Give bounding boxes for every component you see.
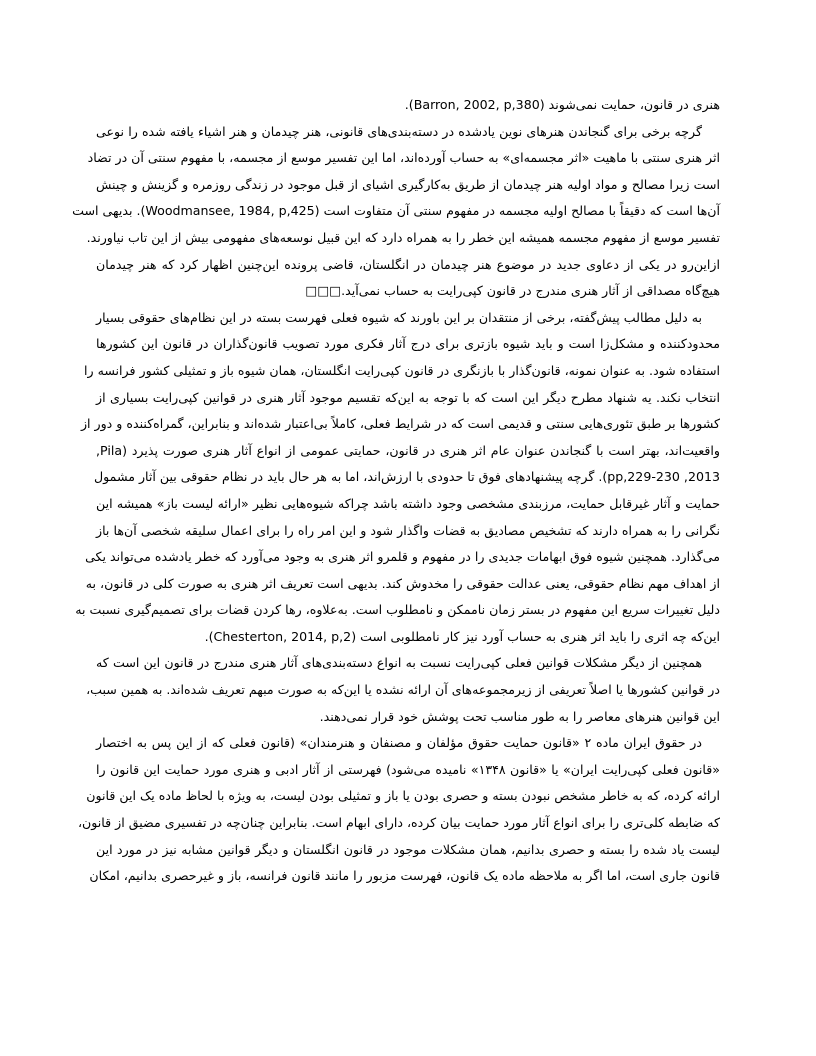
text-line: این‌که چه اثری را باید اثر هنری به حساب آورد نیز کار نامطلوبی است (Chesterton, 2014, p,2). — [204, 628, 720, 644]
text-line: محدودکننده و مشکل‌زا است و باید شیوه بازتری برای درج آثار فکری مورد تصویب قانون‌گذاران در قانون این کشورها — [96, 336, 720, 352]
text-line: کشورها بر طبق تئوری‌هایی سنتی و قدیمی است که در شرایط فعلی، کاملاً بی‌اعتبار شده‌اند و بنابراین، گمراه‌کننده و دور از — [80, 416, 720, 432]
text-line: می‌گذارد. همچنین شیوه فوق ابهامات جدیدی را در مفهوم و قلمرو اثر هنری به وجود می‌آورد که خطر یادشده می‌تواند یکی — [85, 549, 720, 565]
text-line: آن‌ها است که دقیقاً با مصالح اولیه مجسمه در مفهوم سنتی آن متفاوت است (Woodmansee, 1984, p,425). بدیهی است — [72, 203, 720, 219]
text-line: در قوانین کشورها یا اصلاً تعریفی از زیرمجموعه‌های آن ارائه نشده یا این‌که به صورت مبهم تعریف شده‌اند. به همین سبب، — [86, 682, 720, 698]
text-line: این قوانین هنرهای معاصر را به طور مناسب تحت پوشش خود قرار نمی‌دهند. — [319, 708, 720, 724]
text-line: «قانون فعلی کپی‌رایت ایران» یا «قانون ۱۳۴۸» نامیده می‌شود) فهرستی از آثار ادبی و هنری مورد حمایت این قانون را — [96, 761, 720, 777]
text-line: استفاده شود. به عنوان نمونه، قانون‌گذار با بازنگری در قانون کپی‌رایت انگلستان، همان شیوه باز و تمثیلی کشور فرانسه را — [83, 362, 720, 378]
text-line: ازاین‌رو در یکی از دعاوی جدید در موضوع هنر چیدمان در انگلستان، قاضی پرونده این‌چنین اظهار کرد که هنر چیدمان — [96, 256, 720, 272]
text-line: هنری در قانون، حمایت نمی‌شوند (Barron, 2002, p,380). — [404, 97, 720, 112]
text-line: گرچه برخی برای گنجاندن هنرهای نوین یادشده در دسته‌بندی‌های قانونی، هنر چیدمان و هنر اشیاء یافته شده را نوعی — [96, 123, 702, 139]
text-line: هیچ‌گاه مصداقی از آثار هنری مندرج در قانون کپی‌رایت به حساب نمی‌آید.□□□ — [305, 283, 720, 299]
text-line: است زیرا مصالح و مواد اولیه هنر چیدمان از طریق به‌کارگیری اشیای از قبل موجود در زندگی روزمره و گزینش و چینش — [96, 176, 720, 192]
text-line: حمایت و آثار غیرقابل حمایت، مرزبندی مشخصی وجود داشته باشد چراکه شیوه‌هایی نظیر «ارائه لیست باز» همیشه این — [96, 495, 720, 511]
text-line: به دلیل مطالب پیش‌گفته، برخی از منتقدان بر این باورند که شیوه فعلی فهرست بسته در این نظام‌های حقوقی بسیار — [96, 309, 702, 325]
text-line: از اهداف مهم نظام حقوقی، یعنی عدالت حقوقی را مخدوش کند. بدیهی است تعریف اثر هنری به صورت کلی در قانون، به — [85, 575, 720, 591]
text-line: تفسیر موسع از مفهوم مجسمه همیشه این خطر را به همراه دارد که این قبیل نوسعه‌های مفهومی بیش از این تاب نیاورند. — [86, 229, 720, 245]
text-line: اثر هنری سنتی با ماهیت «اثر مجسمه‌ای» به حساب آورده‌اند، اما این تفسیر موسع از مجسمه، با مفهوم سنتی آن در تضاد — [87, 150, 720, 166]
text-line: نگرانی را به همراه دارند که تشخیص مصادیق به قضات واگذار شود و این امر راه را برای اعمال سلیقه شخصی آن‌ها باز — [96, 522, 720, 538]
text-line: همچنین از دیگر مشکلات قوانین فعلی کپی‌رایت نسبت به انواع دسته‌بندی‌های آثار هنری مندرج در قانون این است که — [96, 655, 702, 671]
text-line: انتخاب نکند. یه شنهاد مطرح دیگر این است که با توجه به این‌که تقسیم موجود آثار هنری در قوانین کپی‌رایت بسیاری از — [96, 389, 720, 405]
document-body — [72, 92, 720, 890]
text-line: واقعیت‌اند، بهتر است با گنجاندن عنوان عام اثر هنری در قانون، حمایتی عمومی از انواع آثار هنری صورت پذیرد (Pila, — [96, 442, 720, 458]
text-line: که ضابطه کلی‌تری را برای انواع آثار مورد حمایت بیان کرده، دارای ابهام است. بنابراین چنان‌چه در تفسیری مضیق از قانون، — [77, 815, 720, 831]
text-line: لیست یاد شده را بسته و حصری بدانیم، همان مشکلات موجود در قانون انگلستان و دیگر قوانین مشابه نیز در مورد این — [96, 841, 720, 857]
text-line: 2013, pp,229-230). گرچه پیشنهادهای فوق تا حدودی با ارزش‌اند، اما به هر حال باید در نظام حقوقی بین آثار مشمول — [94, 469, 720, 485]
text-line: در حقوق ایران ماده ۲ «قانون حمایت حقوق مؤلفان و مصنفان و هنرمندان» (قانون فعلی که از این پس به اختصار — [96, 735, 702, 751]
text-line: قانون جاری است، اما اگر به ملاحظه ماده یک قانون، فهرست مزبور را مانند قانون فرانسه، باز و غیرحصری بدانیم، امکان — [89, 868, 720, 884]
text-line: دلیل تغییرات سریع این مفهوم در بستر زمان ناممکن و نامطلوب است. به‌علاوه، رها کردن قضات برای تصمیم‌گیری نسبت به — [75, 602, 720, 618]
text-line: ارائه کرده، که به خاطر مشخص نبودن بسته و حصری بودن یا باز و تمثیلی بودن لیست، به ویژه با لحاظ ماده یک این قانون — [86, 788, 720, 804]
